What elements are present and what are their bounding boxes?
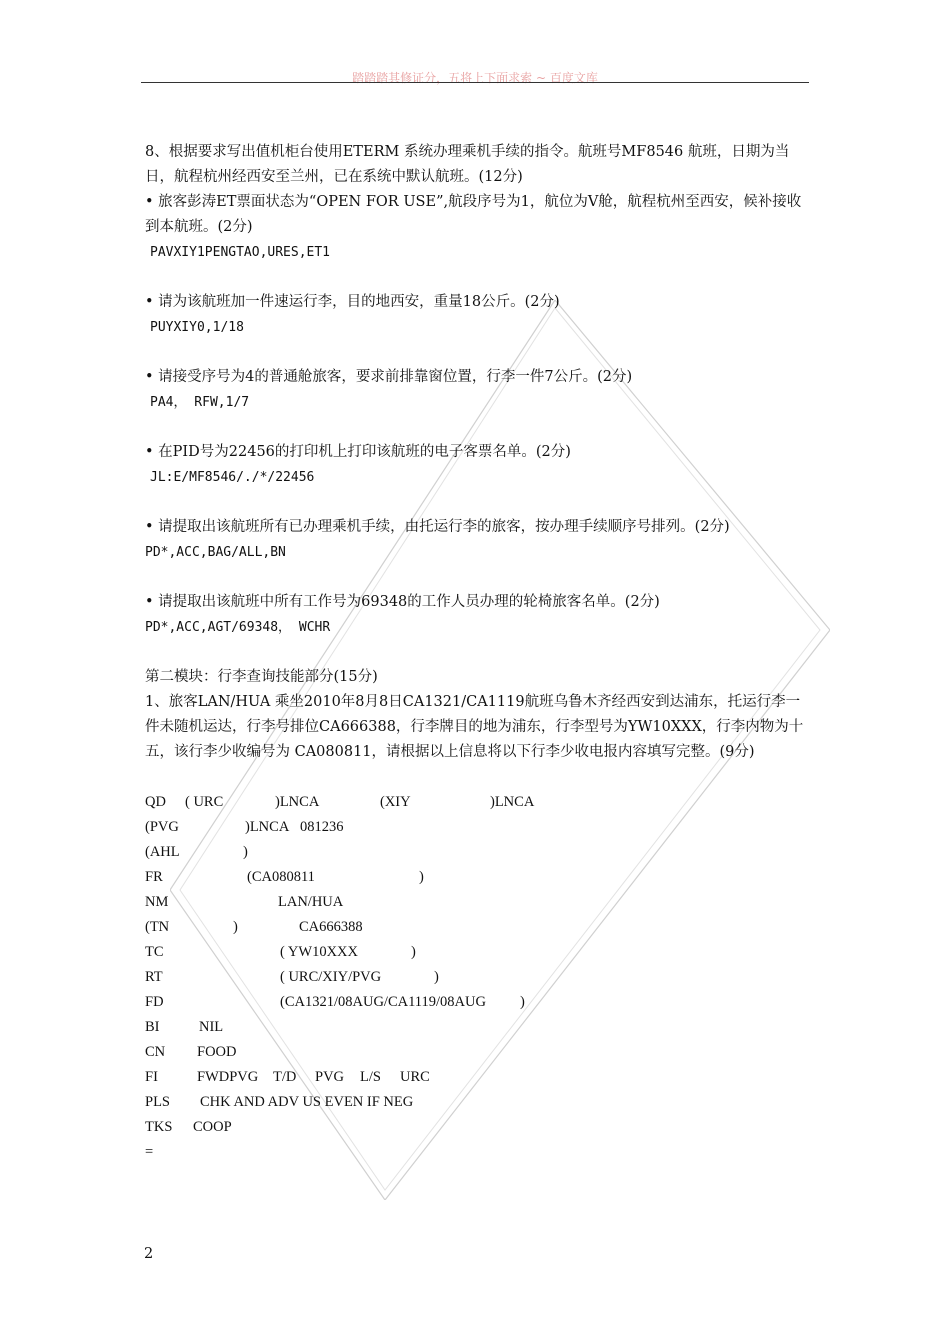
telegram-cell: TC	[145, 944, 164, 960]
telegram-cell: FWDPVG	[197, 1069, 259, 1085]
q8-item-5: • 请提取出该航班所有已办理乘机手续，由托运行李的旅客，按办理手续顺序号排列。(2分)	[145, 519, 730, 535]
telegram-cell: )	[411, 944, 416, 960]
telegram-cell: BI	[145, 1019, 160, 1035]
telegram-cell: )LNCA	[275, 794, 320, 810]
telegram-cell: =	[145, 1144, 154, 1160]
q8-answer-4: JL:E/MF8546/./*/22456	[150, 470, 315, 485]
telegram-cell: (TN	[145, 919, 170, 935]
telegram-row-end	[145, 1140, 810, 1165]
telegram-row-tc	[145, 940, 810, 965]
telegram-cell: LAN/HUA	[278, 894, 344, 910]
telegram-cell: 081236	[300, 819, 344, 835]
telegram-row-fr	[145, 865, 810, 890]
telegram-row-ahl	[145, 840, 810, 865]
telegram-cell: CN	[145, 1044, 166, 1060]
telegram-cell: (XIY	[380, 794, 411, 810]
telegram-cell: FOOD	[197, 1044, 237, 1060]
telegram-row-pvg	[145, 815, 810, 840]
telegram-cell: QD	[145, 794, 166, 810]
telegram-cell: PVG	[315, 1069, 345, 1085]
telegram-row-bi	[145, 1015, 810, 1040]
telegram-row-tn	[145, 915, 810, 940]
telegram-row-pls	[145, 1090, 810, 1115]
module2-title: 第二模块：行李查询技能部分(15分)	[145, 669, 378, 685]
header-watermark-note: 踏踏踏其修证分，五将上下面求索 ~ 百度文库	[352, 71, 598, 85]
telegram-row-fi	[145, 1065, 810, 1090]
telegram-cell: )	[520, 994, 525, 1010]
telegram-cell: (CA080811	[247, 869, 315, 885]
telegram-cell: (CA1321/08AUG/CA1119/08AUG	[280, 994, 486, 1010]
telegram-cell: ( URC/XIY/PVG	[280, 969, 382, 985]
telegram-cell: )LNCA	[245, 819, 290, 835]
q8-item-3: • 请接受序号为4的普通舱旅客，要求前排靠窗位置，行李一件7公斤。(2分)	[145, 369, 633, 385]
telegram-cell: FI	[145, 1069, 158, 1085]
telegram-row-fd	[145, 990, 810, 1015]
telegram-cell: )	[233, 919, 238, 935]
telegram-cell: (PVG	[145, 819, 179, 835]
telegram-cell: CHK AND ADV US EVEN IF NEG	[200, 1094, 414, 1110]
telegram-row-cn	[145, 1040, 810, 1065]
telegram-row-qd	[145, 790, 810, 815]
telegram-cell: )	[243, 844, 248, 860]
telegram-row-nm	[145, 890, 810, 915]
q8-item-4: • 在PID号为22456的打印机上打印该航班的电子客票名单。(2分)	[145, 444, 571, 460]
telegram-cell: CA666388	[299, 919, 363, 935]
header-rule	[141, 82, 809, 83]
q8-answer-6: PD*,ACC,AGT/69348， WCHR	[145, 620, 331, 635]
telegram-cell: ( YW10XXX	[280, 944, 358, 960]
telegram-cell: TKS	[145, 1119, 173, 1135]
q8-answer-2: PUYXIY0,1/18	[150, 320, 244, 335]
telegram-cell: )LNCA	[490, 794, 535, 810]
telegram-cell: COOP	[193, 1119, 232, 1135]
telegram-row-tks	[145, 1115, 810, 1140]
page-number: 2	[144, 1246, 154, 1262]
telegram-cell: PLS	[145, 1094, 170, 1110]
q8-answer-5: PD*,ACC,BAG/ALL,BN	[145, 545, 286, 560]
q8-item-6: • 请提取出该航班中所有工作号为69348的工作人员办理的轮椅旅客名单。(2分)	[145, 594, 660, 610]
q8-answer-1: PAVXIY1PENGTAO,URES,ET1	[150, 245, 331, 260]
telegram-cell: NIL	[199, 1019, 224, 1035]
q8-item-1: • 旅客彭涛ET票面状态为“OPEN FOR USE”,航段序号为1，航位为V舱，航程杭州至西安，候补接收到本航班。(2分)	[145, 194, 802, 235]
module2-q1: 1、旅客LAN/HUA 乘坐2010年8月8日CA1321/CA1119航班乌鲁木齐经西安到达浦东，托运行李一件未随机运达，行李号排位CA666388，行李牌目的地为浦东，行李型号为YW10XXX，行李内物为十五，该行李少收编号为 CA080811，请根据以上信息将以下行李少收电报内容填写完整。(9分)	[145, 694, 804, 760]
telegram-cell: NM	[145, 894, 169, 910]
telegram-block	[145, 790, 810, 1165]
telegram-cell: L/S	[360, 1069, 381, 1085]
q8-answer-3: PA4， RFW,1/7	[150, 395, 250, 410]
telegram-cell: T/D	[273, 1069, 297, 1085]
telegram-cell: (AHL	[145, 844, 180, 860]
telegram-cell: FR	[145, 869, 163, 885]
telegram-cell: ( URC	[185, 794, 224, 810]
telegram-cell: )	[434, 969, 439, 985]
q8-title: 8、根据要求写出值机柜台使用ETERM 系统办理乘机手续的指令。航班号MF8546 航班，日期为当日，航程杭州经西安至兰州，已在系统中默认航班。(12分)	[145, 144, 790, 185]
telegram-row-rt	[145, 965, 810, 990]
telegram-cell: RT	[145, 969, 163, 985]
q8-item-2: • 请为该航班加一件速运行李，目的地西安，重量18公斤。(2分)	[145, 294, 560, 310]
telegram-cell: FD	[145, 994, 164, 1010]
document-body	[145, 140, 810, 1165]
telegram-cell: URC	[400, 1069, 430, 1085]
telegram-cell: )	[419, 869, 424, 885]
